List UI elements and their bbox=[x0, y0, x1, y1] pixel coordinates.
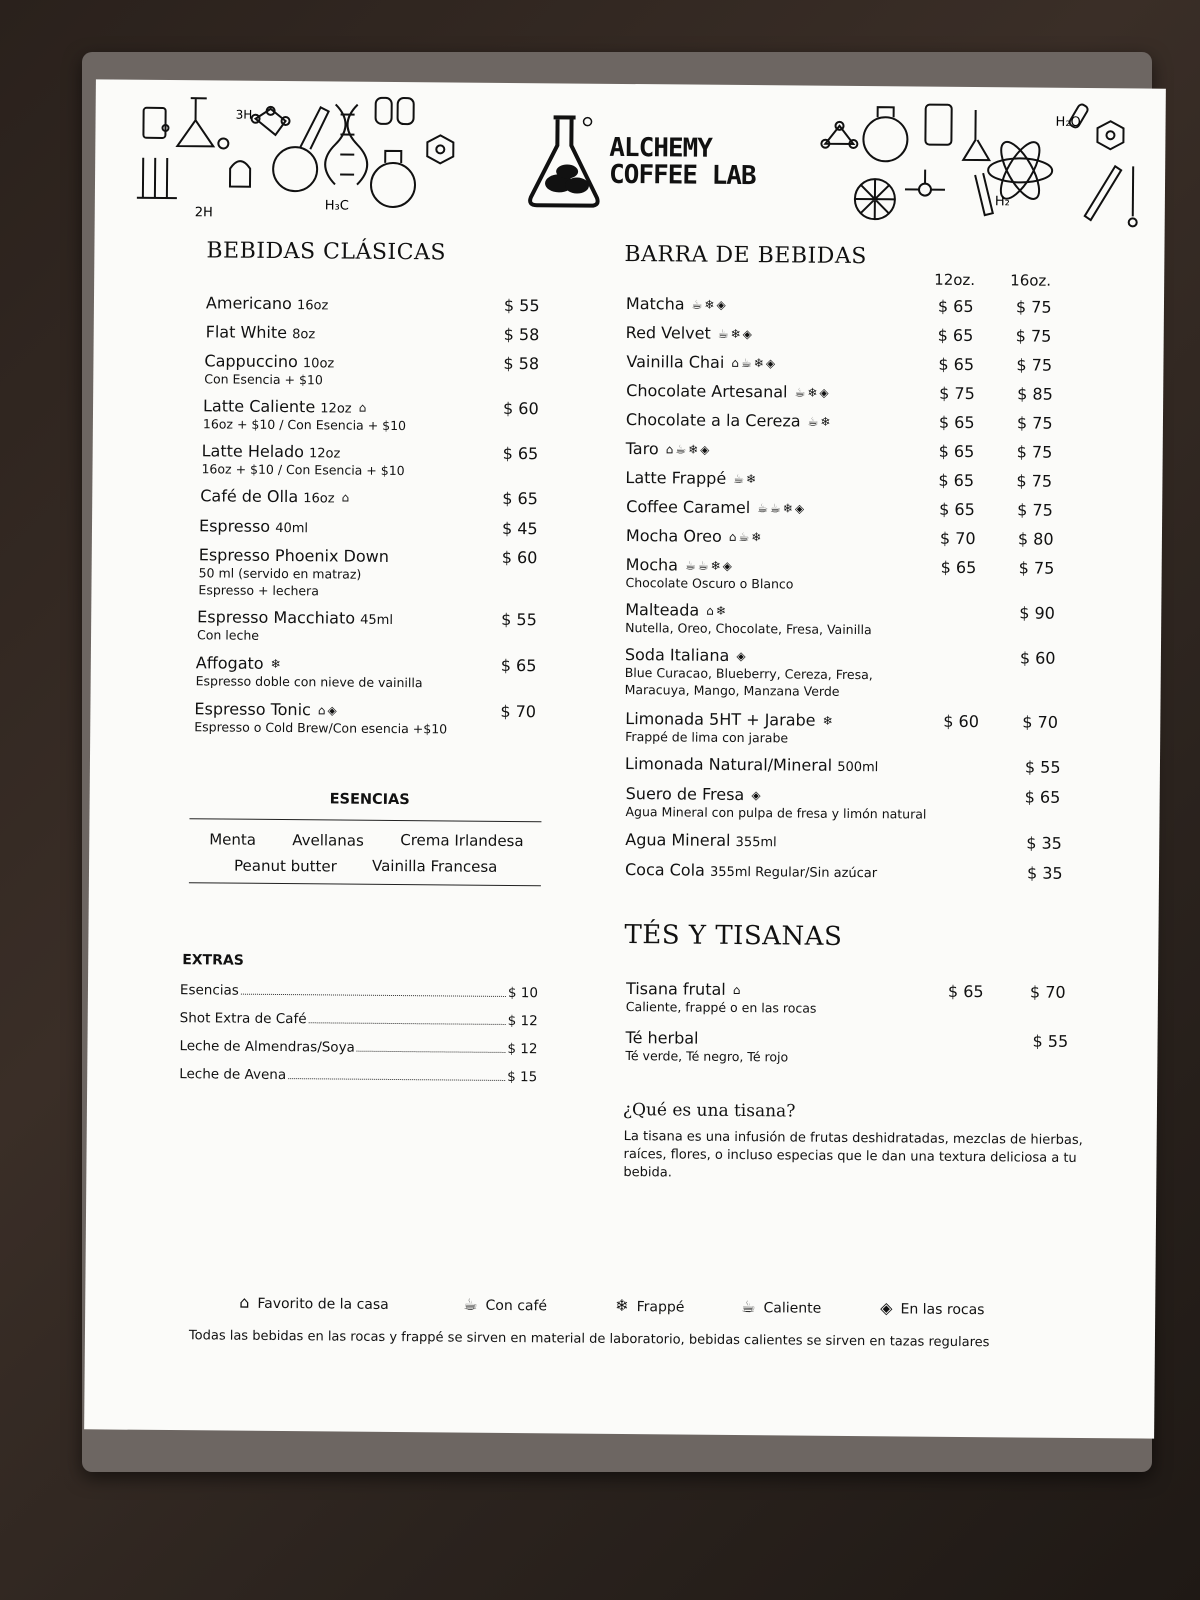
esencia-item: Vainilla Francesa bbox=[371, 856, 498, 876]
brand-logo bbox=[525, 111, 756, 213]
extra-item: Leche de Avena $ 15 bbox=[179, 1066, 538, 1086]
snowflake-icon: ❄ bbox=[751, 530, 762, 545]
item-price: $ 70 bbox=[500, 701, 537, 722]
ice-cube-icon: ◈ bbox=[327, 703, 337, 718]
coffee-bean-icon: ☕︎ bbox=[463, 1294, 478, 1314]
house-icon: ⌂ bbox=[317, 703, 326, 718]
price-12oz: $ 65 bbox=[938, 470, 975, 491]
price-16oz: $ 35 bbox=[1026, 863, 1063, 883]
menu-item: Agua Mineral 355ml bbox=[625, 830, 777, 851]
menu-item: Malteada ⌂ ❄ Nutella, Oreo, Chocolate, Fresa, Vainilla bbox=[625, 599, 872, 638]
esencia-item: Avellanas bbox=[292, 831, 364, 850]
menu-item: Taro ⌂ ☕ ❄ ◈ bbox=[625, 438, 710, 459]
item-price: $ 65 bbox=[500, 655, 537, 676]
menu-item: Matcha ☕ ❄ ◈ bbox=[625, 293, 726, 314]
ice-cube-icon: ◈ bbox=[742, 327, 752, 342]
extra-item: Shot Extra de Café $ 12 bbox=[179, 1010, 538, 1030]
coffee-bean-icon: ☕︎ bbox=[757, 501, 769, 516]
house-icon: ⌂ bbox=[239, 1292, 250, 1312]
price-16oz: $ 70 bbox=[1029, 982, 1066, 1002]
hot-cup-icon: ☕ bbox=[741, 1297, 756, 1317]
price-16oz: $ 75 bbox=[1015, 297, 1052, 317]
snowflake-icon: ❄ bbox=[615, 1295, 629, 1316]
snowflake-icon: ❄ bbox=[820, 414, 831, 429]
hot-cup-icon: ☕ bbox=[717, 326, 729, 341]
snowflake-icon: ❄ bbox=[704, 297, 715, 312]
house-icon: ⌂ bbox=[358, 400, 367, 415]
snowflake-icon: ❄ bbox=[715, 603, 727, 618]
price-12oz: $ 65 bbox=[937, 325, 974, 346]
price-16oz: $ 55 bbox=[1024, 757, 1061, 777]
snowflake-icon: ❄ bbox=[730, 326, 741, 341]
legend-frappe: ❄ Frappé bbox=[615, 1295, 685, 1316]
menu-item: Affogato ❄ Espresso doble con nieve de vainilla bbox=[195, 653, 423, 691]
divider bbox=[189, 882, 541, 886]
esencia-item: Menta bbox=[209, 830, 257, 849]
brand-name-line1: ALCHEMY bbox=[609, 132, 713, 164]
ice-cube-icon: ◈ bbox=[700, 442, 710, 457]
house-icon: ⌂ bbox=[665, 442, 674, 457]
price-16oz: $ 70 bbox=[1022, 712, 1059, 732]
legend-cafe: ☕︎ Con café bbox=[463, 1294, 548, 1315]
price-16oz: $ 35 bbox=[1026, 833, 1062, 853]
barra-title: BARRA DE BEBIDAS bbox=[624, 241, 867, 270]
menu-item: Espresso 40ml bbox=[198, 516, 309, 537]
col-16oz: 16oz. bbox=[1010, 271, 1052, 290]
snowflake-icon: ❄ bbox=[822, 713, 833, 728]
snowflake-icon: ❄ bbox=[782, 501, 793, 516]
tisana-answer: La tisana es una infusión de frutas deshidratadas, mezclas de hierbas, raíces, flores, o incluso especias que le dan una textura deliciosa a tu bebida. bbox=[623, 1129, 1083, 1181]
menu-item: Tisana frutal ⌂ Caliente, frappé o en las rocas bbox=[625, 979, 817, 1016]
extras-title: EXTRAS bbox=[182, 952, 244, 969]
price-12oz: $ 65 bbox=[940, 557, 977, 578]
price-12oz: $ 70 bbox=[939, 528, 976, 549]
ice-cube-icon: ◈ bbox=[722, 558, 733, 573]
menu-item: Suero de Fresa ◈ Agua Mineral con pulpa de fresa y limón natural bbox=[625, 784, 927, 822]
house-icon: ⌂ bbox=[731, 355, 740, 370]
col-12oz: 12oz. bbox=[934, 270, 976, 290]
svg-text:H₂: H₂ bbox=[994, 194, 1010, 210]
science-doodles-right-icon bbox=[815, 94, 1146, 237]
legend-rocas: ◈ En las rocas bbox=[880, 1298, 985, 1319]
price-16oz: $ 75 bbox=[1018, 558, 1055, 578]
price-16oz: $ 75 bbox=[1016, 413, 1053, 433]
price-12oz: $ 65 bbox=[947, 981, 984, 1002]
menu-item: Chocolate a la Cereza ☕ ❄ bbox=[625, 409, 831, 431]
menu-item: Chocolate Artesanal ☕ ❄ ◈ bbox=[626, 380, 829, 402]
price-16oz: $ 55 bbox=[1032, 1031, 1069, 1051]
snowflake-icon: ❄ bbox=[807, 385, 818, 400]
menu-item: Soda Italiana ◈ Blue Curacao, Blueberry, Cereza, Fresa, Maracuya, Mango, Manzana Verde bbox=[624, 644, 873, 699]
menu-item: Vainilla Chai ⌂ ☕ ❄ ◈ bbox=[626, 351, 776, 372]
svg-text:H₃C: H₃C bbox=[324, 198, 349, 214]
item-price: $ 65 bbox=[502, 443, 539, 464]
ice-cube-icon: ◈ bbox=[716, 297, 726, 312]
hot-cup-icon: ☕ bbox=[794, 385, 806, 400]
menu-item: Latte Helado 12oz 16oz + $10 / Con Esencia + $10 bbox=[201, 441, 405, 479]
menu-item: Cappuccino 10oz Con Esencia + $10 bbox=[204, 351, 335, 388]
svg-text:H₂O: H₂O bbox=[1055, 114, 1081, 130]
price-16oz: $ 65 bbox=[1024, 787, 1061, 807]
hot-cup-icon: ☕ bbox=[697, 558, 709, 573]
price-12oz: $ 65 bbox=[938, 354, 975, 375]
extra-item: Esencias $ 10 bbox=[179, 982, 539, 1002]
price-16oz: $ 75 bbox=[1016, 442, 1053, 462]
snowflake-icon: ❄ bbox=[710, 558, 721, 573]
menu-item: Red Velvet ☕ ❄ ◈ bbox=[625, 322, 752, 343]
price-12oz: $ 65 bbox=[937, 296, 974, 317]
flask-logo-icon bbox=[525, 111, 604, 212]
menu-sheet bbox=[84, 79, 1166, 1438]
ice-cube-icon: ◈ bbox=[794, 501, 805, 516]
legend-favorito: ⌂ Favorito de la casa bbox=[239, 1292, 389, 1313]
coffee-bean-icon: ☕︎ bbox=[733, 471, 745, 487]
price-16oz: $ 60 bbox=[1019, 648, 1056, 668]
tes-title: TÉS Y TISANAS bbox=[624, 920, 843, 952]
snowflake-icon: ❄ bbox=[746, 472, 757, 487]
price-16oz: $ 75 bbox=[1016, 355, 1053, 375]
house-icon: ⌂ bbox=[341, 490, 350, 505]
menu-item: Café de Olla 16oz ⌂ bbox=[200, 486, 350, 507]
hot-cup-icon: ☕ bbox=[675, 442, 687, 457]
snowflake-icon: ❄ bbox=[270, 656, 281, 671]
item-price: $ 60 bbox=[501, 547, 538, 568]
price-12oz: $ 65 bbox=[939, 499, 975, 520]
item-price: $ 65 bbox=[502, 488, 538, 509]
hot-cup-icon: ☕ bbox=[741, 355, 752, 371]
item-price: $ 60 bbox=[502, 398, 539, 419]
menu-item: Espresso Macchiato 45ml Con leche bbox=[197, 607, 394, 643]
price-16oz: $ 75 bbox=[1016, 471, 1053, 491]
price-12oz: $ 75 bbox=[939, 383, 975, 404]
coffee-bean-icon: ☕︎ bbox=[685, 558, 696, 573]
clasicas-title: BEBIDAS CLÁSICAS bbox=[206, 238, 447, 266]
house-icon: ⌂ bbox=[706, 603, 715, 618]
menu-item: Americano 16oz bbox=[205, 293, 329, 314]
item-price: $ 55 bbox=[503, 295, 540, 316]
hot-cup-icon: ☕ bbox=[807, 414, 819, 429]
esencia-item: Crema Irlandesa bbox=[400, 831, 524, 851]
snowflake-icon: ❄ bbox=[753, 356, 764, 371]
menu-item: Coffee Caramel ☕︎ ☕ ❄ ◈ bbox=[626, 497, 805, 518]
snowflake-icon: ❄ bbox=[688, 442, 699, 457]
ice-cube-icon: ◈ bbox=[736, 648, 746, 664]
price-16oz: $ 85 bbox=[1017, 384, 1053, 404]
price-16oz: $ 80 bbox=[1017, 529, 1054, 549]
house-icon: ⌂ bbox=[732, 982, 741, 998]
tisana-question: ¿Qué es una tisana? bbox=[622, 1099, 796, 1122]
price-12oz: $ 65 bbox=[938, 441, 975, 462]
esencias-title: ESENCIAS bbox=[329, 791, 410, 809]
house-icon: ⌂ bbox=[728, 529, 737, 544]
svg-text:3H: 3H bbox=[235, 107, 253, 122]
extra-item: Leche de Almendras/Soya $ 12 bbox=[179, 1038, 538, 1058]
item-price: $ 58 bbox=[503, 324, 540, 345]
menu-item: Latte Caliente 12oz ⌂ 16oz + $10 / Con Esencia + $10 bbox=[202, 396, 407, 434]
menu-item: Limonada Natural/Mineral 500ml bbox=[624, 754, 879, 776]
hot-cup-icon: ☕ bbox=[769, 501, 781, 516]
menu-item: Coca Cola 355ml Regular/Sin azúcar bbox=[624, 860, 878, 882]
menu-item: Espresso Tonic ⌂ ◈ Espresso o Cold Brew/Con esencia +$10 bbox=[194, 699, 448, 737]
menu-item: Limonada 5HT + Jarabe ❄ Frappé de lima con jarabe bbox=[625, 709, 833, 746]
legend-caliente: ☕ Caliente bbox=[741, 1297, 822, 1317]
menu-item: Espresso Phoenix Down 50 ml (servido en matraz) Espresso + lechera bbox=[198, 545, 389, 599]
esencia-item: Peanut butter bbox=[233, 856, 337, 876]
menu-item: Té herbal Té verde, Té negro, Té rojo bbox=[625, 1028, 789, 1065]
brand-name-line2: COFFEE LAB bbox=[608, 159, 756, 192]
footer-note: Todas las bebidas en las rocas y frappé se sirven en material de laboratorio, bebidas calientes se sirven en tazas regulares bbox=[188, 1328, 990, 1351]
svg-text:2H: 2H bbox=[194, 205, 213, 221]
item-price: $ 58 bbox=[503, 353, 540, 374]
price-16oz: $ 75 bbox=[1017, 500, 1053, 520]
item-price: $ 45 bbox=[501, 518, 538, 539]
coffee-bean-icon: ☕︎ bbox=[738, 529, 750, 545]
ice-cube-icon: ◈ bbox=[765, 356, 776, 371]
ice-cube-icon: ◈ bbox=[819, 385, 829, 400]
price-12oz: $ 65 bbox=[938, 412, 975, 433]
divider bbox=[189, 818, 541, 822]
menu-item: Flat White 8oz bbox=[205, 322, 316, 343]
ice-cube-icon: ◈ bbox=[880, 1298, 893, 1318]
ice-cube-icon: ◈ bbox=[751, 788, 761, 803]
science-doodles-left-icon bbox=[135, 88, 466, 231]
menu-item: Latte Frappé ☕︎ ❄ bbox=[625, 467, 757, 488]
price-16oz: $ 90 bbox=[1019, 603, 1055, 623]
menu-item: Mocha Oreo ⌂ ☕︎ ❄ bbox=[625, 526, 762, 546]
price-12oz: $ 60 bbox=[943, 711, 980, 732]
item-price: $ 55 bbox=[501, 609, 537, 630]
menu-item: Mocha ☕︎ ☕ ❄ ◈ Chocolate Oscuro o Blanco bbox=[625, 554, 794, 592]
price-16oz: $ 75 bbox=[1015, 326, 1052, 346]
hot-cup-icon: ☕ bbox=[691, 297, 703, 312]
